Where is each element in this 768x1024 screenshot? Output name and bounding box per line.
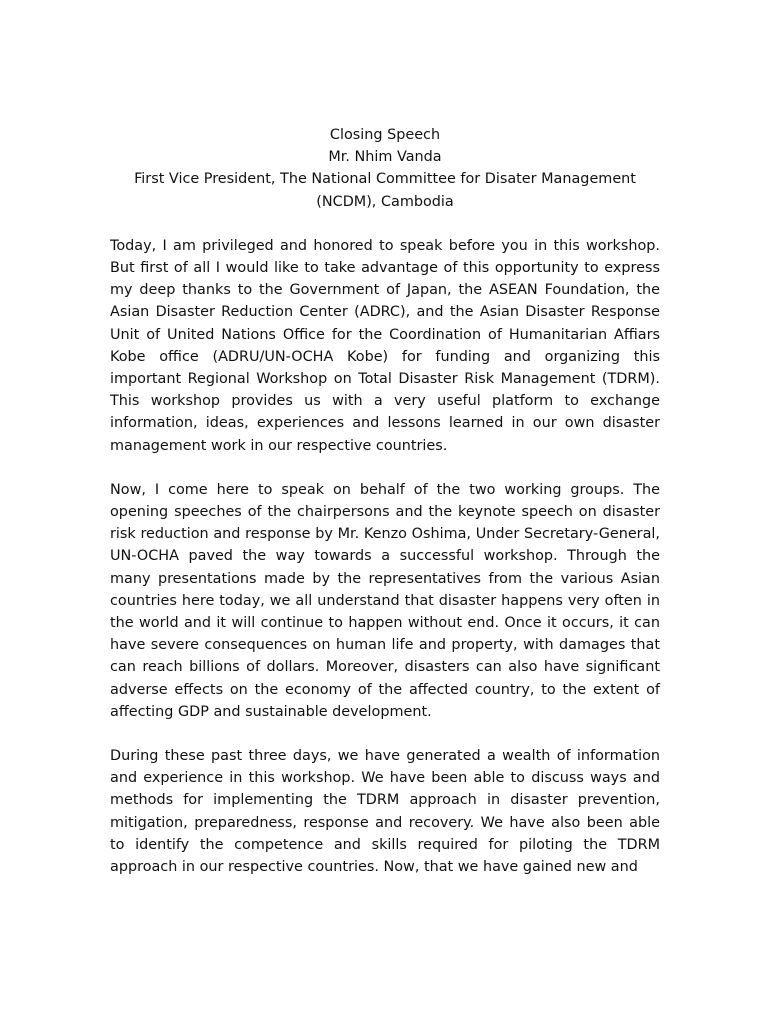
- speech-title: Closing Speech: [329, 127, 441, 143]
- paragraph-2: Now, I come here to speak on behalf of the two working groups. The opening speeches of the chairpersons and the keynote speech on disaster risk reduction and response by Mr. Kenzo Oshima, Under Secretary-General, UN-OCHA paved the way towards a successful workshop. Through the many presentations made by the representatives from the various Asian countries here today, we all understand that disaster happens very often in the world and it will continue to happen without end. Once it occurs, it can have severe consequences on human life and property, with damages that can reach billions of dollars. Moreover, disasters can also have significant adverse effects on the economy of the affected country, to the extent of affecting GDP and sustainable development.: [110, 481, 660, 720]
- speaker-name: Mr. Nhim Vanda: [328, 149, 442, 166]
- speaker-position: First Vice President, The National Committee for Disater Management: [134, 171, 636, 188]
- paragraph-1: Today, I am privileged and honored to speak before you in this workshop. But first of all I would like to take advantage of this opportunity to express my deep thanks to the Government of Japan, the ASEAN Foundation, the Asian Disaster Reduction Center (ADRC), and the Asian Disaster Response Unit of United Nations Office for the Coordination of Humanitarian Affiars Kobe office (ADRU/UN-OCHA Kobe) for funding and organizing this important Regional Workshop on Total Disaster Risk Management (TDRM). This workshop provides us with a very useful platform to exchange information, ideas, experiences and lessons learned in our own disaster management work in our respective countries.: [110, 237, 660, 454]
- document-page: [110, 124, 660, 900]
- speaker-organization: (NCDM), Cambodia: [316, 193, 454, 210]
- speech-header: [110, 124, 660, 213]
- paragraph-3: During these past three days, we have generated a wealth of information and experience in this workshop. We have been able to discuss ways and methods for implementing the TDRM approach in disaster prevention, mitigation, preparedness, response and recovery. We have also been able to identify the competence and skills required for piloting the TDRM approach in our respective countries. Now, that we have gained new and: [110, 748, 660, 876]
